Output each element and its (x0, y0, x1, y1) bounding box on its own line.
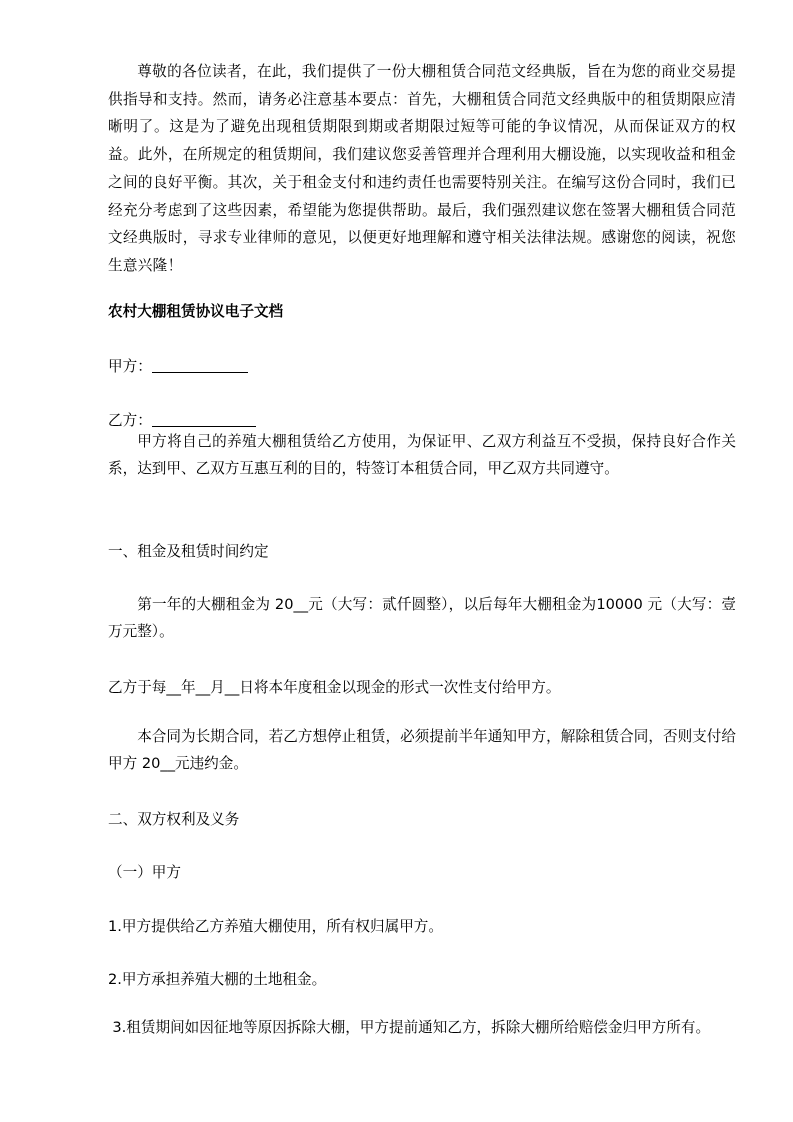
party-b-line (108, 409, 256, 430)
party-a-line (108, 355, 248, 376)
intro-paragraph: 尊敬的各位读者，在此，我们提供了一份大棚租赁合同范文经典版，旨在为您的商业交易提供指导和支持。然而，请务必注意基本要点：首先，大棚租赁合同范文经典版中的租赁期限应清晰明了。这是为了避免出现租赁期限到期或者期限过短等可能的争议情况，从而保证双方的权益。此外，在所规定的租赁期间，我们建议您妥善管理并合理利用大棚设施，以实现收益和租金之间的良好平衡。其次，关于租金支付和违约责任也需要特别关注。在编写这份合同时，我们已经充分考虑到了这些因素，希望能为您提供帮助。最后，我们强烈建议您在签署大棚租赁合同范文经典版时，寻求专业律师的意见，以便更好地理解和遵守相关法律法规。感谢您的阅读，祝您生意兴隆！ (108, 63, 736, 274)
party-b-blank (152, 412, 256, 427)
party-a-label: 甲方： (108, 358, 152, 375)
party-a-blank (152, 358, 248, 373)
party-b-label: 乙方： (108, 412, 152, 429)
clause-item-2: 2.甲方承担养殖大棚的土地租金。 (108, 971, 327, 988)
document-title: 农村大棚租赁协议电子文档 (108, 303, 284, 320)
rent-clause: 第一年的大棚租金为 20__元（大写：贰仟圆整），以后每年大棚租金为10000 元（大写：壹万元整）。 (108, 596, 736, 640)
payment-clause: 乙方于每__年__月__日将本年度租金以现金的形式一次性支付给甲方。 (108, 679, 561, 696)
section1-heading: 一、租金及租赁时间约定 (108, 543, 269, 560)
clause-item-1: 1.甲方提供给乙方养殖大棚使用，所有权归属甲方。 (108, 918, 443, 935)
preamble-paragraph: 甲方将自己的养殖大棚租赁给乙方使用，为保证甲、乙双方利益互不受损，保持良好合作关系，达到甲、乙双方互惠互利的目的，特签订本租赁合同，甲乙双方共同遵守。 (108, 433, 736, 477)
document-page (108, 58, 736, 1036)
clause-item-3: 3.租赁期间如因征地等原因拆除大棚，甲方提前通知乙方，拆除大棚所给赔偿金归甲方所有。 (112, 1019, 711, 1036)
subsection-party-a: （一）甲方 (108, 864, 181, 881)
section2-heading: 二、双方权利及义务 (108, 811, 240, 828)
termination-clause: 本合同为长期合同，若乙方想停止租赁，必须提前半年通知甲方，解除租赁合同，否则支付给甲方 20__元违约金。 (108, 728, 736, 772)
